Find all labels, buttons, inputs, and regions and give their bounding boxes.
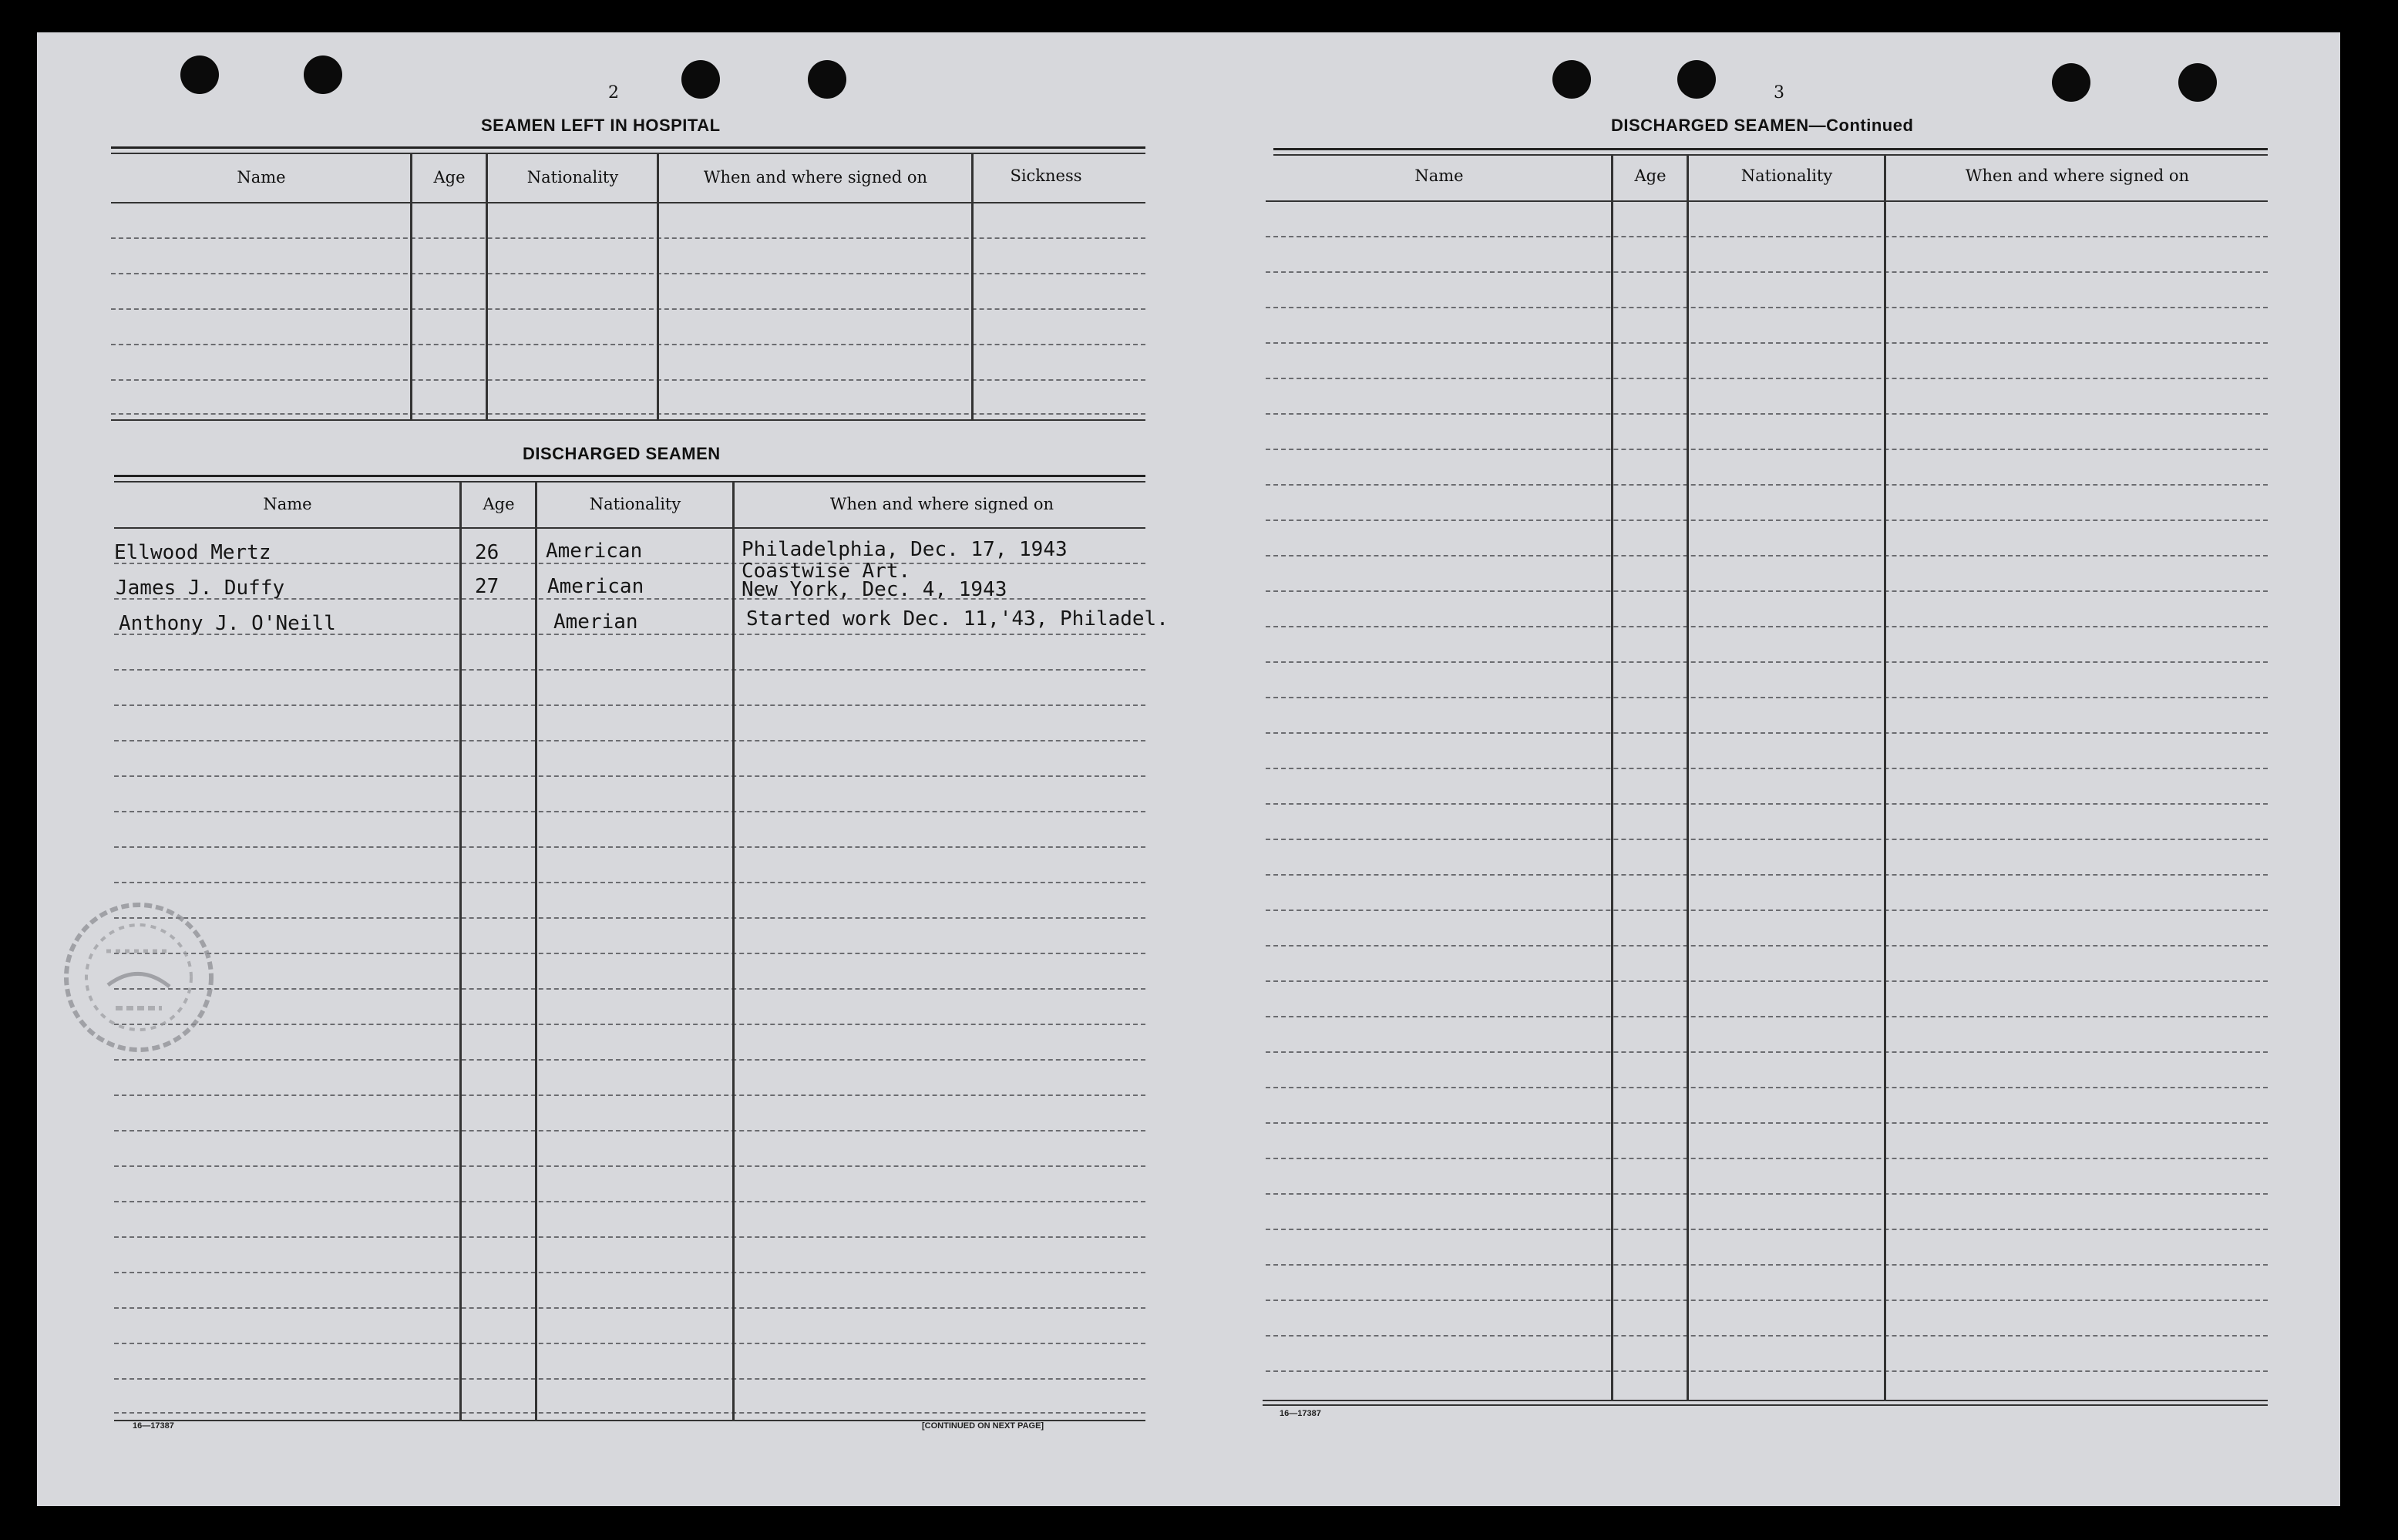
punch-hole	[2052, 63, 2090, 102]
punch-hole	[808, 60, 846, 99]
hospital-section-title: SEAMEN LEFT IN HOSPITAL	[481, 116, 721, 135]
continued-col-age: Age	[1634, 166, 1666, 185]
seaman-signed-on: Coastwise Art.	[742, 560, 911, 583]
discharged-col-nationality: Nationality	[589, 495, 681, 513]
page-number-left: 2	[608, 83, 619, 103]
seaman-age: 27	[475, 575, 499, 598]
seaman-name: Anthony J. O'Neill	[119, 612, 336, 635]
hospital-table-top-rule	[111, 146, 1145, 149]
discharged-continued-title: DISCHARGED SEAMEN—Continued	[1611, 116, 1914, 135]
hospital-col-nationality: Nationality	[526, 168, 619, 187]
punch-hole	[1552, 60, 1591, 99]
seaman-signed-on: Started work Dec. 11,'43, Philadel.	[746, 607, 1169, 630]
seaman-signed-on-line-2: New York, Dec. 4, 1943	[742, 578, 1007, 601]
discharged-section-title: DISCHARGED SEAMEN	[523, 444, 721, 463]
page-number-right: 3	[1774, 83, 1784, 103]
hospital-col-signed-on: When and where signed on	[703, 168, 928, 187]
seaman-nationality: American	[546, 540, 643, 563]
form-number-left: 16—17387	[133, 1421, 174, 1431]
continued-col-name: Name	[1414, 166, 1464, 185]
seaman-nationality: American	[547, 575, 644, 598]
manifest-sheet	[37, 32, 2340, 1506]
seaman-name: James J. Duffy	[116, 577, 285, 600]
punch-hole	[681, 60, 720, 99]
discharged-col-signed-on: When and where signed on	[829, 495, 1054, 513]
seaman-age: 26	[475, 541, 499, 564]
punch-hole	[180, 55, 219, 94]
seaman-name: Ellwood Mertz	[114, 541, 271, 564]
hospital-col-sickness: Sickness	[1010, 166, 1082, 185]
continued-col-nationality: Nationality	[1740, 166, 1833, 185]
immigration-stamp	[62, 900, 216, 1054]
hospital-col-name: Name	[237, 168, 286, 187]
seaman-signed-on: Philadelphia, Dec. 17, 1943	[742, 538, 1068, 561]
punch-hole	[304, 55, 342, 94]
discharged-table-top-rule	[114, 475, 1145, 477]
discharged-col-age: Age	[483, 495, 515, 513]
punch-hole	[1677, 60, 1716, 99]
hospital-col-age: Age	[433, 168, 466, 187]
seaman-nationality: Amerian	[553, 610, 638, 634]
discharged-col-name: Name	[263, 495, 312, 513]
continued-table-top-rule	[1273, 148, 2268, 150]
continued-note: [CONTINUED ON NEXT PAGE]	[922, 1421, 1044, 1431]
punch-hole	[2178, 63, 2217, 102]
form-number-right: 16—17387	[1280, 1409, 1321, 1418]
continued-col-signed-on: When and where signed on	[1965, 166, 2190, 185]
